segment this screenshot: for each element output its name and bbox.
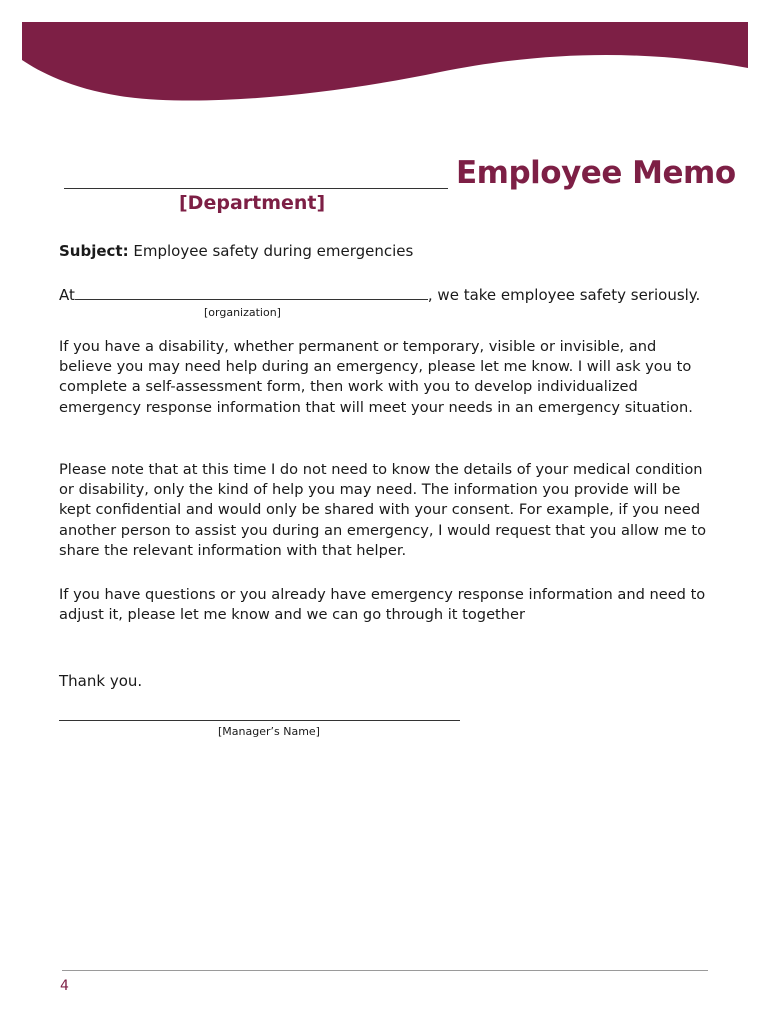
- signature-line: [59, 720, 460, 721]
- subject-line: [59, 242, 413, 260]
- header-banner: [0, 0, 770, 110]
- closing-text: Thank you.: [59, 672, 143, 690]
- page-number: 4: [60, 978, 69, 994]
- at-suffix: , we take employee safety seriously.: [427, 286, 701, 304]
- manager-name-label: [Manager’s Name]: [218, 725, 320, 738]
- department-field: [Department]: [179, 192, 326, 214]
- organization-sentence: [59, 286, 709, 304]
- organization-field-label: [organization]: [204, 306, 281, 319]
- paragraph-questions: If you have questions or you already have emergency response information and need to adjust it, please let me know and we can go through it together: [59, 586, 706, 624]
- subject-text: Employee safety during emergencies: [133, 242, 414, 260]
- at-prefix: At: [59, 286, 75, 304]
- organization-blank: [75, 288, 428, 300]
- title-underline: [64, 188, 448, 189]
- paragraph-confidentiality: Please note that at this time I do not need to know the details of your medical condition or disability, only the kind of help you may need. The information you provide will be kept confidential and would only be shared with your consent. For example, if you need another person to assist you during an emergency, I would request that you allow me to share the relevant information with that helper.: [59, 461, 707, 559]
- subject-label: Subject:: [59, 242, 129, 260]
- page-title: Employee Memo: [456, 155, 736, 191]
- paragraph-disability: If you have a disability, whether permanent or temporary, visible or invisible, and believe you may need help during an emergency, please let me know. I will ask you to complete a self-assessment form, then work with you to develop individualized emergency response information that will meet your needs in an emergency situation.: [59, 338, 693, 416]
- footer-divider: [62, 970, 708, 971]
